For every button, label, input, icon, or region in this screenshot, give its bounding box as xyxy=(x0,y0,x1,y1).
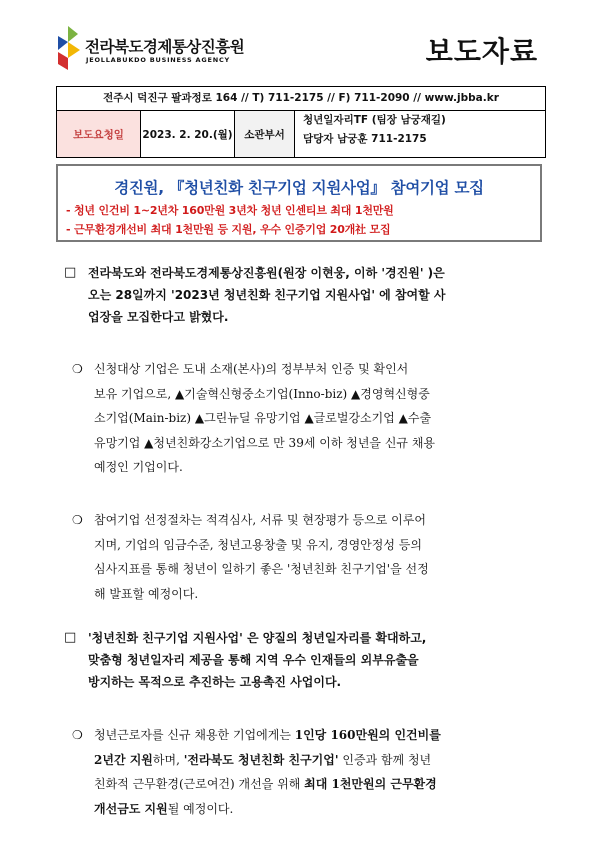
bullet-line xyxy=(94,772,542,797)
bullet-emphasis: '전라북도 청년친화 친구기업' xyxy=(183,752,339,767)
bullet-line: 신청대상 기업은 도내 소재(본사)의 정부부처 인증 및 확인서 xyxy=(94,362,409,376)
bullet-2 xyxy=(72,508,542,606)
square-bullet: □ xyxy=(64,265,77,280)
bullet-text: 청년근로자를 신규 채용한 기업에게는 xyxy=(94,728,295,742)
bullet-1 xyxy=(72,357,542,480)
paragraph-line: 맞춤형 청년일자리 제공을 통해 지역 우수 인재들의 외부유출을 xyxy=(88,653,419,667)
agency-logo xyxy=(56,26,286,76)
headline-subtitle-1: - 청년 인건비 1~2년차 160만원 3년차 청년 인센티브 최대 1천만원 xyxy=(66,204,394,217)
bullet-line: 해 발표할 예정이다. xyxy=(94,586,199,601)
paragraph-line: 오는 28일까지 '2023년 청년친화 친구기업 지원사업' 에 참여할 사 xyxy=(88,288,446,302)
bullet-emphasis: 개선금도 지원 xyxy=(94,801,168,816)
agency-logo-icon xyxy=(56,26,82,72)
paragraph-1 xyxy=(64,262,544,328)
bullet-emphasis: 최대 1천만원의 근무환경 xyxy=(304,777,437,791)
dept-person: 담당자 남궁훈 711-2175 xyxy=(303,133,427,145)
paragraph-line: 전라북도와 전라북도경제통상진흥원(원장 이현웅, 이하 '경진원' )은 xyxy=(88,266,445,280)
paragraph-2 xyxy=(64,627,544,693)
square-bullet: □ xyxy=(64,630,77,645)
bullet-line: 예정인 기업이다. xyxy=(94,460,183,474)
bullet-emphasis: 1인당 160만원의 인건비를 xyxy=(294,728,441,742)
headline-box xyxy=(56,164,542,242)
bullet-text: 인증과 함께 청년 xyxy=(338,752,432,767)
circle-bullet: ❍ xyxy=(72,362,83,376)
headline-subtitle-2: - 근무환경개선비 최대 1천만원 등 지원, 우수 인증기업 20개社 모집 xyxy=(66,223,391,236)
request-date-label: 보도요청일 xyxy=(57,111,141,157)
dept-contact xyxy=(295,111,545,157)
bullet-line xyxy=(94,748,542,773)
bullet-line: 참여기업 선정절차는 적격심사, 서류 및 현장평가 등으로 이루어 xyxy=(94,513,426,527)
bullet-emphasis: 2년간 지원 xyxy=(94,752,153,767)
bullet-line: 유망기업 ▲청년친화강소기업으로 만 39세 이하 청년을 신규 채용 xyxy=(94,435,436,450)
bullet-text: 친화적 근무환경(근로여건) 개선을 위해 xyxy=(94,777,305,791)
info-row xyxy=(57,111,545,157)
address-line: 전주시 덕진구 팔과정로 164 // T) 711-2175 // F) 711-2090 // www.jbba.kr xyxy=(57,87,545,111)
bullet-line xyxy=(94,797,542,822)
doc-type-heading: 보도자료 xyxy=(425,35,538,68)
paragraph-line: 방지하는 목적으로 추진하는 고용촉진 사업이다. xyxy=(88,675,342,689)
bullet-text: 하며, xyxy=(152,752,184,767)
bullet-line xyxy=(94,723,542,748)
paragraph-line: '청년친화 친구기업 지원사업' 은 양질의 청년일자리를 확대하고, xyxy=(88,631,427,645)
headline-title: 경진원, 『청년친화 친구기업 지원사업』 참여기업 모집 xyxy=(114,179,484,197)
bullet-3 xyxy=(72,723,542,821)
dept-team: 청년일자리TF (팀장 남궁재길) xyxy=(303,114,446,126)
bullet-line: 지며, 기업의 임금수준, 청년고용창출 및 유지, 경영안정성 등의 xyxy=(94,537,422,552)
bullet-line: 심사지표를 통해 청년이 일하기 좋은 '청년친화 친구기업'을 선정 xyxy=(94,562,429,576)
org-name-en: JEOLLABUKDO BUSINESS AGENCY xyxy=(86,56,231,64)
contact-info-table xyxy=(56,86,546,158)
org-name-ko: 전라북도경제통상진흥원 xyxy=(85,38,245,56)
bullet-line: 소기업(Main-biz) ▲그린뉴딜 유망기업 ▲글로벌강소기업 ▲수출 xyxy=(94,411,432,425)
bullet-line: 보유 기업으로, ▲기술혁신형중소기업(Inno-biz) ▲경영혁신형중 xyxy=(94,386,430,401)
dept-label: 소관부서 xyxy=(235,111,295,157)
circle-bullet: ❍ xyxy=(72,513,83,527)
bullet-text: 될 예정이다. xyxy=(167,801,234,816)
request-date: 2023. 2. 20.(월) xyxy=(141,111,235,157)
paragraph-line: 업장을 모집한다고 밝혔다. xyxy=(88,310,229,324)
circle-bullet: ❍ xyxy=(72,728,83,742)
